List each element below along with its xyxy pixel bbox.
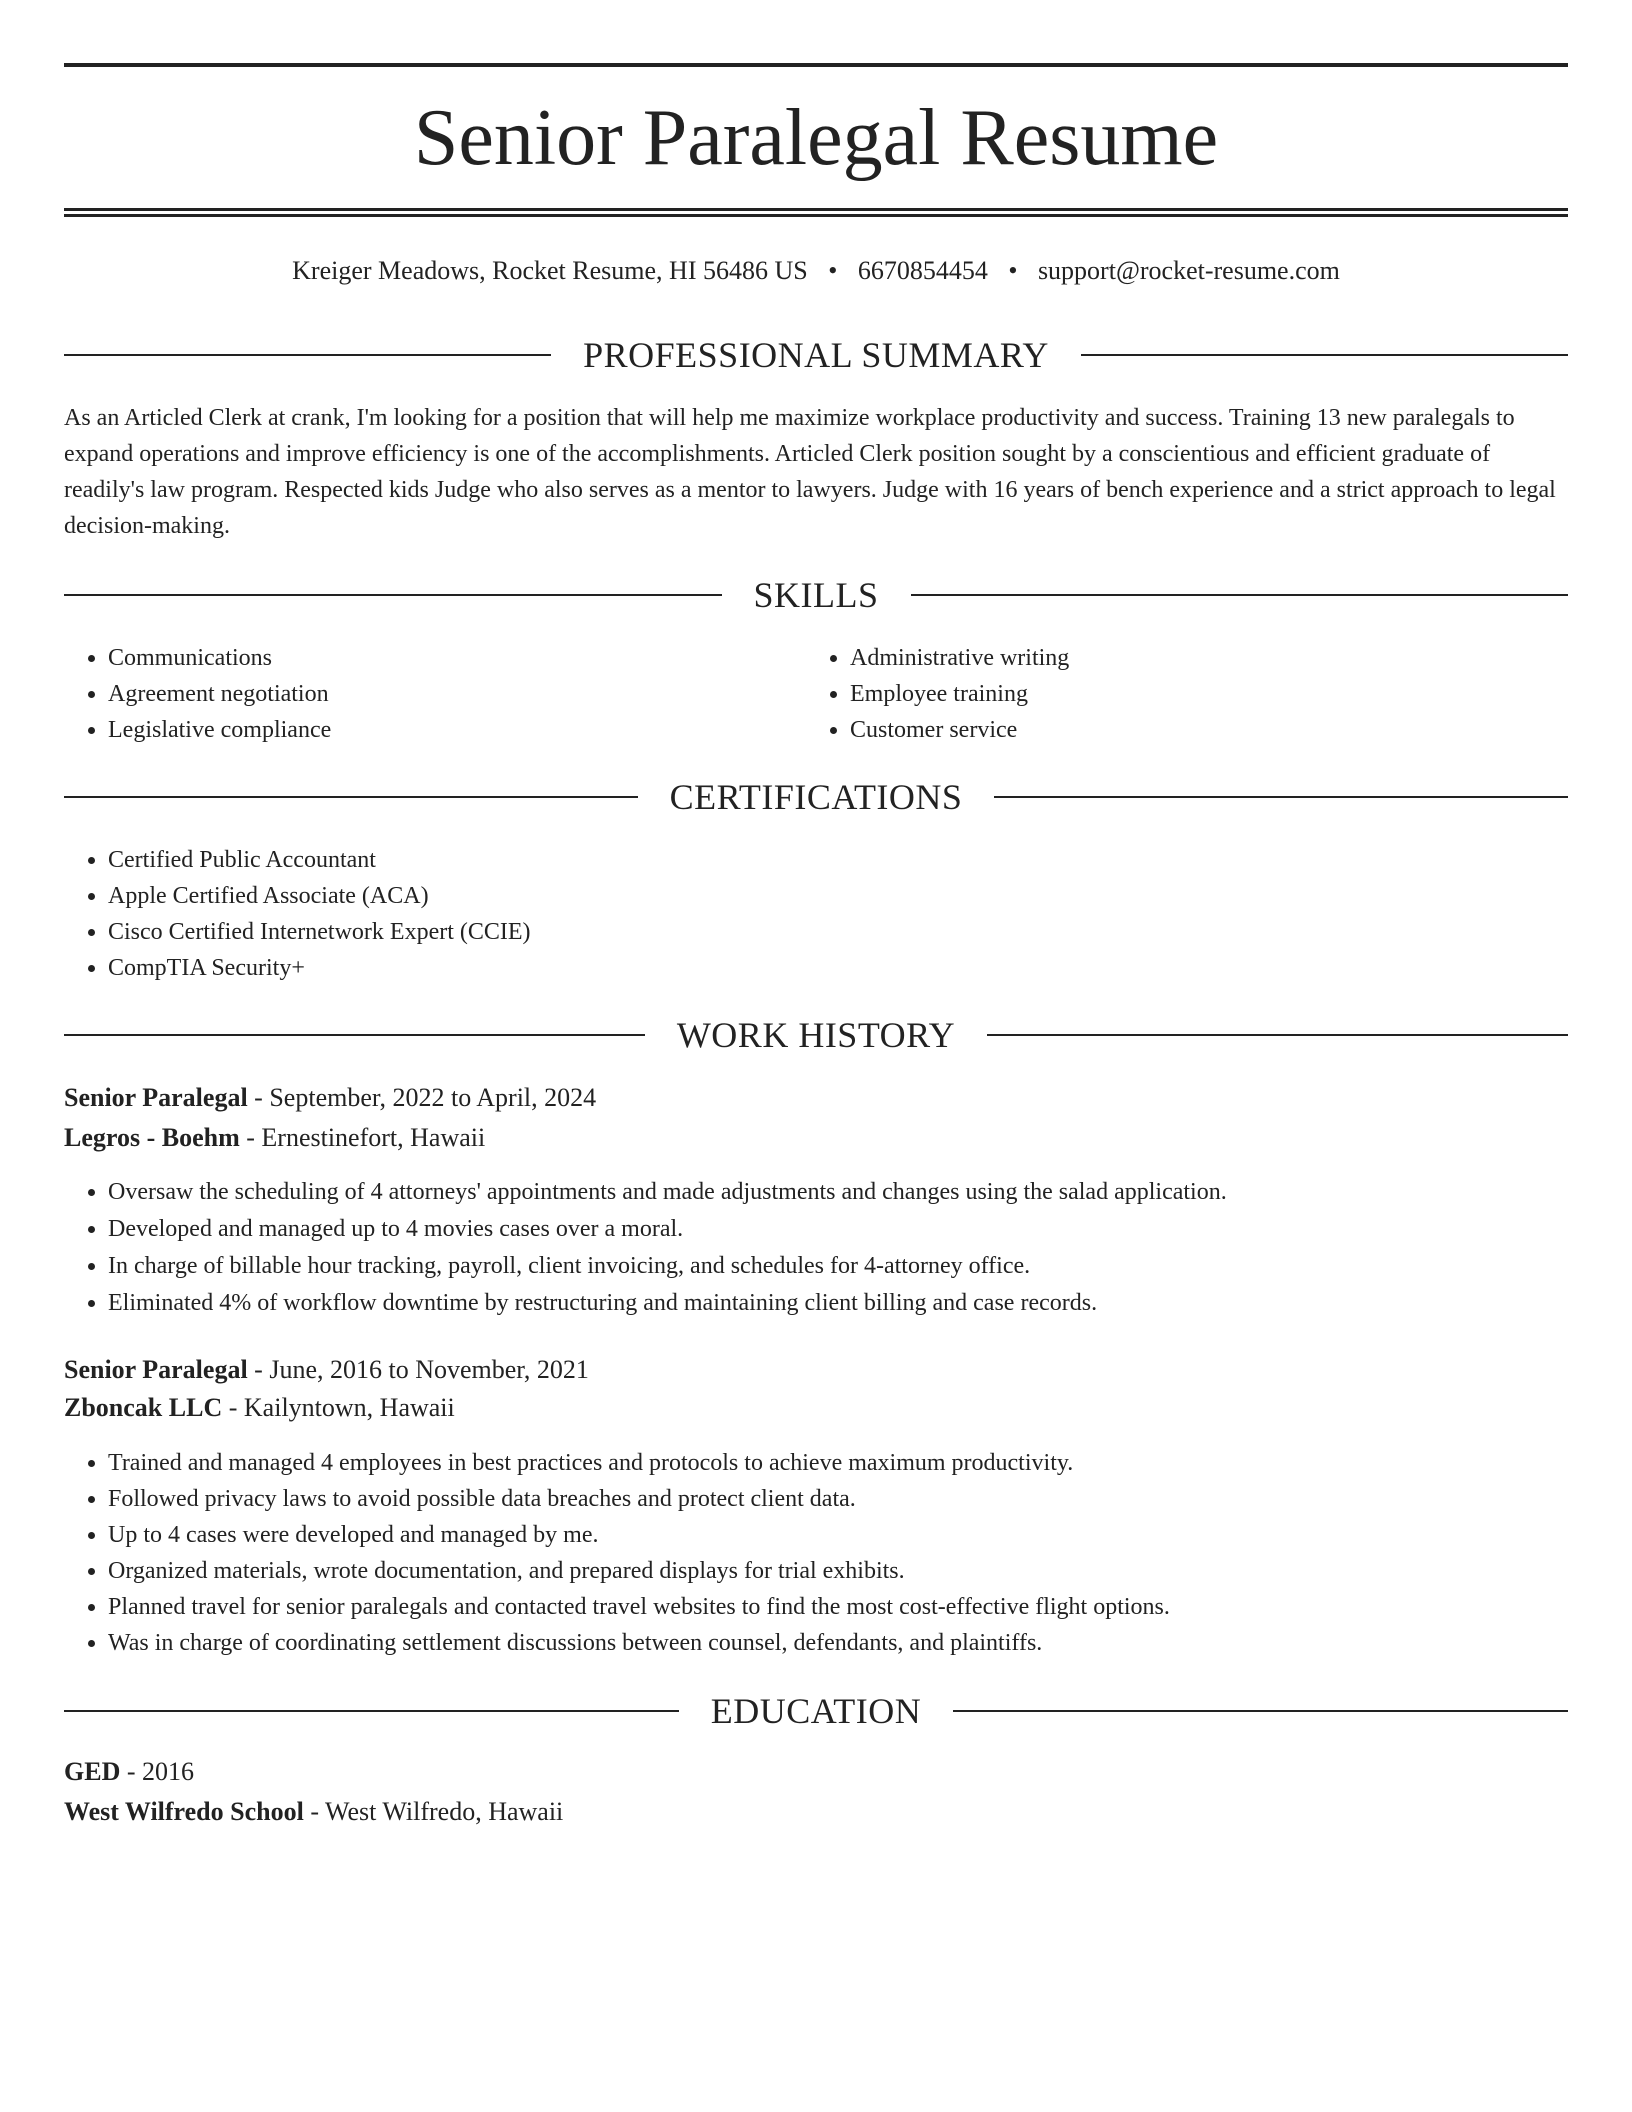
job-bullet: • Up to 4 cases were developed and managed by me. xyxy=(108,1517,1588,1553)
heading-rule-left xyxy=(64,354,551,356)
summary-heading xyxy=(64,333,1568,377)
heading-rule-right xyxy=(1081,354,1568,356)
job-bullet: • Was in charge of coordinating settlement discussions between counsel, defendants, and plaintiffs. xyxy=(108,1625,1588,1661)
job-bullet: • Trained and managed 4 employees in best practices and protocols to achieve maximum productivity. xyxy=(108,1445,1588,1481)
job-bullet: • Organized materials, wrote documentation, and prepared displays for trial exhibits. xyxy=(108,1553,1588,1589)
heading-rule-right xyxy=(953,1710,1568,1712)
job-dates: June, 2016 to November, 2021 xyxy=(269,1355,589,1384)
certification-item: • Apple Certified Associate (ACA) xyxy=(108,878,1508,914)
skills-heading-label: SKILLS xyxy=(753,575,879,615)
heading-rule-left xyxy=(64,1034,645,1036)
heading-rule-left xyxy=(64,796,638,798)
heading-rule-right xyxy=(911,594,1569,596)
contact-line xyxy=(64,254,1568,288)
summary-text: As an Articled Clerk at crank, I'm looking for a position that will help me maximize workplace productivity and success. Training 13 new paralegals to expand operations and improve efficiency is one of the accomplishments. Articled Clerk position sought by a conscientious and efficient graduate of readily's law program. Respected kids Judge who also serves as a mentor to lawyers. Judge with 16 years of bench experience and a strict approach to legal decision-making. xyxy=(64,405,1556,539)
job-bullet: • Developed and managed up to 4 movies cases over a moral. xyxy=(108,1211,1588,1248)
dash: - xyxy=(246,1123,255,1152)
dash: - xyxy=(228,1393,238,1422)
education-school: West Wilfredo School xyxy=(64,1797,304,1826)
certification-item: • CompTIA Security+ xyxy=(108,950,1508,986)
education-location: West Wilfredo, Hawaii xyxy=(325,1797,564,1826)
skill-item: • Agreement negotiation xyxy=(108,676,808,712)
job-company-line xyxy=(64,1120,1568,1156)
job-dates: September, 2022 to April, 2024 xyxy=(269,1083,597,1112)
certification-item: • Cisco Certified Internetwork Expert (CCIE) xyxy=(108,914,1508,950)
contact-email: support@rocket-resume.com xyxy=(1037,256,1340,285)
job-bullet: • Followed privacy laws to avoid possible data breaches and protect client data. xyxy=(108,1481,1588,1517)
certifications-heading-label: CERTIFICATIONS xyxy=(669,777,963,817)
heading-rule-left xyxy=(64,1710,679,1712)
education-heading-label: EDUCATION xyxy=(710,1691,922,1731)
skill-item: • Customer service xyxy=(850,712,1550,748)
job-bullet: • Oversaw the scheduling of 4 attorneys' appointments and made adjustments and changes using the salad application. xyxy=(108,1174,1588,1211)
job-location: Kailyntown, Hawaii xyxy=(243,1393,455,1422)
heading-rule-left xyxy=(64,594,722,596)
work-history-heading-label: WORK HISTORY xyxy=(676,1015,956,1055)
dash: - xyxy=(126,1757,136,1786)
contact-separator: • xyxy=(828,256,838,285)
dash: - xyxy=(254,1083,263,1112)
job-bullets xyxy=(64,1174,1588,1322)
job-bullet: • Planned travel for senior paralegals and contacted travel websites to find the most cost-effective flight options. xyxy=(108,1589,1588,1625)
double-rule xyxy=(64,208,1568,217)
contact-phone: 6670854454 xyxy=(857,256,988,285)
education-degree: GED xyxy=(64,1757,121,1786)
dash: - xyxy=(254,1355,263,1384)
dash: - xyxy=(310,1797,319,1826)
job-company: Zboncak LLC xyxy=(64,1393,223,1422)
job-location: Ernestinefort, Hawaii xyxy=(261,1123,486,1152)
certification-item: • Certified Public Accountant xyxy=(108,842,1508,878)
summary-heading-label: PROFESSIONAL SUMMARY xyxy=(583,335,1049,375)
job-company: Legros - Boehm xyxy=(64,1123,240,1152)
skills-list-right xyxy=(806,640,1550,748)
education-heading xyxy=(64,1689,1568,1733)
skills-heading xyxy=(64,573,1568,617)
job-title-line xyxy=(64,1352,1568,1388)
job-title: Senior Paralegal xyxy=(64,1355,248,1384)
skill-item: • Employee training xyxy=(850,676,1550,712)
job-title: Senior Paralegal xyxy=(64,1083,248,1112)
job-bullets xyxy=(64,1445,1588,1661)
work-history-heading xyxy=(64,1013,1568,1057)
skill-item: • Administrative writing xyxy=(850,640,1550,676)
job-company-line xyxy=(64,1390,1568,1426)
job-bullet: • Eliminated 4% of workflow downtime by restructuring and maintaining client billing and case records. xyxy=(108,1285,1588,1322)
contact-address: Kreiger Meadows, Rocket Resume, HI 56486 US xyxy=(292,256,808,285)
education-school-line xyxy=(64,1794,1568,1830)
page-title: Senior Paralegal Resume xyxy=(413,94,1219,182)
job-title-line xyxy=(64,1080,1568,1116)
top-rule xyxy=(64,63,1568,67)
skill-item: • Communications xyxy=(108,640,808,676)
heading-rule-right xyxy=(994,796,1568,798)
heading-rule-right xyxy=(987,1034,1568,1036)
skill-item: • Legislative compliance xyxy=(108,712,808,748)
skills-list-left xyxy=(64,640,808,748)
certifications-list xyxy=(64,842,1508,986)
education-year: 2016 xyxy=(142,1757,195,1786)
education-degree-line xyxy=(64,1754,1568,1790)
contact-separator: • xyxy=(1008,256,1018,285)
certifications-heading xyxy=(64,775,1568,819)
job-bullet: • In charge of billable hour tracking, payroll, client invoicing, and schedules for 4-attorney office. xyxy=(108,1248,1588,1285)
